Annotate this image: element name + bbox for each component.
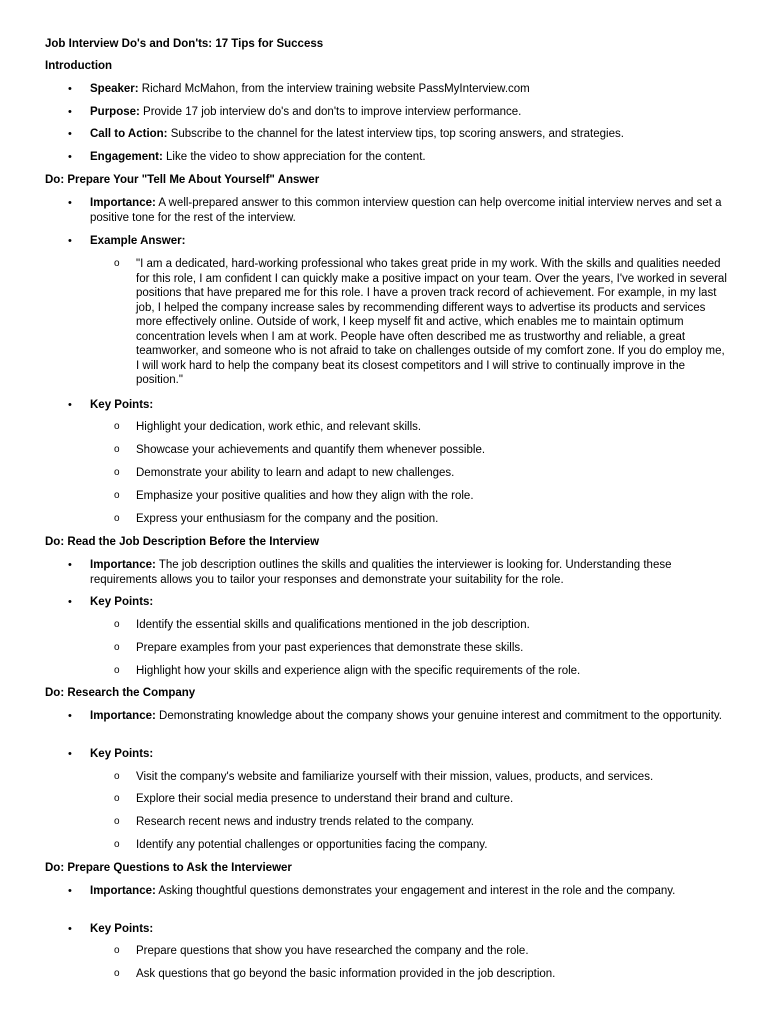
bullet-circle-icon: o	[114, 444, 120, 455]
item-text: A well-prepared answer to this common interview question can help overcome initial interview nerves and set a positive tone for the rest of the interview.	[90, 197, 722, 224]
list-item	[90, 747, 730, 762]
bullet-circle-icon: o	[114, 793, 120, 804]
section-heading: Introduction	[45, 60, 113, 72]
item-text: Asking thoughtful questions demonstrates your engagement and interest in the role and the company.	[155, 885, 676, 897]
bullet-circle-icon: o	[114, 619, 120, 630]
bullet-circle-icon: o	[114, 513, 120, 524]
sub-list-item: Ask questions that go beyond the basic information provided in the job description.	[136, 968, 556, 980]
item-text: The job description outlines the skills and qualities the interviewer is looking for. Understanding these requirements allows you to tailor your responses and demonstrate your suitability for the role.	[90, 559, 672, 586]
bullet-dot-icon: •	[68, 559, 72, 571]
list-item	[90, 558, 730, 587]
sub-list-item: Prepare examples from your past experiences that demonstrate these skills.	[136, 642, 524, 654]
section-heading: Do: Read the Job Description Before the Interview	[45, 536, 320, 548]
sub-list-item: Emphasize your positive qualities and how they align with the role.	[136, 490, 474, 502]
bullet-dot-icon: •	[68, 596, 72, 608]
sub-list-item: Identify any potential challenges or opportunities facing the company.	[136, 839, 488, 851]
bullet-dot-icon: •	[68, 399, 72, 411]
list-item	[90, 82, 730, 97]
bullet-circle-icon: o	[114, 968, 120, 979]
list-item	[90, 234, 730, 249]
item-label: Purpose:	[90, 106, 140, 118]
sub-list-item: Showcase your achievements and quantify them whenever possible.	[136, 444, 486, 456]
item-label: Key Points:	[90, 399, 154, 411]
item-label: Key Points:	[90, 596, 154, 608]
sub-list-item: Prepare questions that show you have researched the company and the role.	[136, 945, 529, 957]
section-heading: Do: Prepare Your "Tell Me About Yourself" Answer	[45, 174, 320, 186]
item-text: Like the video to show appreciation for the content.	[162, 151, 426, 163]
bullet-dot-icon: •	[68, 83, 72, 95]
item-label: Engagement:	[90, 151, 163, 163]
bullet-dot-icon: •	[68, 710, 72, 722]
bullet-dot-icon: •	[68, 106, 72, 118]
sub-list-item: Express your enthusiasm for the company and the position.	[136, 513, 439, 525]
example-answer-text: "I am a dedicated, hard-working professional who takes great pride in my work. With the skills and qualities needed for this role, I am confident I can quickly make a positive impact on your team. Over the years, I've worked in several positions that have prepared me for this role. I have a proven track record of achievement. For example, in my last job, I helped the company increase sales by recommending different ways to advertise its products and services more effectively online. Outside of work, I keep myself fit and active, which enables me to maintain optimum concentration levels when I am at work. People have often described me as trustworthy and reliable, a great teamworker, and someone who is not afraid to take on challenges outside of my comfort zone. If you do employ me, I will work hard to help the company beat its closest competitors and I will strive to continually improve in the position."	[136, 258, 727, 386]
bullet-circle-icon: o	[114, 467, 120, 478]
list-item	[90, 595, 730, 610]
sub-list-item: Identify the essential skills and qualifications mentioned in the job description.	[136, 619, 530, 631]
bullet-circle-icon: o	[114, 816, 120, 827]
list-item	[90, 709, 730, 724]
item-label: Importance:	[90, 885, 156, 897]
sub-list-item: Demonstrate your ability to learn and adapt to new challenges.	[136, 467, 455, 479]
item-label: Example Answer:	[90, 235, 186, 247]
item-text: Demonstrating knowledge about the company shows your genuine interest and commitment to the opportunity.	[155, 710, 722, 722]
sub-list-item: Visit the company's website and familiarize yourself with their mission, values, products, and services.	[136, 771, 654, 783]
item-text: Subscribe to the channel for the latest interview tips, top scoring answers, and strategies.	[167, 128, 624, 140]
bullet-dot-icon: •	[68, 151, 72, 163]
list-item	[90, 196, 730, 225]
bullet-dot-icon: •	[68, 197, 72, 209]
list-item	[90, 884, 730, 899]
bullet-dot-icon: •	[68, 128, 72, 140]
bullet-dot-icon: •	[68, 748, 72, 760]
item-text: Provide 17 job interview do's and don'ts to improve interview performance.	[139, 106, 522, 118]
item-label: Importance:	[90, 197, 156, 209]
bullet-dot-icon: •	[68, 885, 72, 897]
bullet-dot-icon: •	[68, 923, 72, 935]
list-item	[90, 398, 730, 413]
bullet-circle-icon: o	[114, 258, 120, 269]
item-label: Key Points:	[90, 748, 154, 760]
list-item	[90, 922, 730, 937]
bullet-circle-icon: o	[114, 945, 120, 956]
bullet-circle-icon: o	[114, 839, 120, 850]
bullet-circle-icon: o	[114, 642, 120, 653]
bullet-circle-icon: o	[114, 771, 120, 782]
item-label: Importance:	[90, 710, 156, 722]
list-item	[90, 150, 730, 165]
item-label: Call to Action:	[90, 128, 168, 140]
bullet-circle-icon: o	[114, 665, 120, 676]
bullet-dot-icon: •	[68, 235, 72, 247]
sub-list-item: Highlight your dedication, work ethic, and relevant skills.	[136, 421, 422, 433]
bullet-circle-icon: o	[114, 421, 120, 432]
section-heading: Do: Research the Company	[45, 687, 196, 699]
item-text: Richard McMahon, from the interview training website PassMyInterview.com	[138, 83, 530, 95]
sub-list-item: Explore their social media presence to understand their brand and culture.	[136, 793, 514, 805]
section-heading: Do: Prepare Questions to Ask the Interviewer	[45, 862, 292, 874]
bullet-circle-icon: o	[114, 490, 120, 501]
item-label: Importance:	[90, 559, 156, 571]
list-item	[90, 105, 730, 120]
document-title: Job Interview Do's and Don'ts: 17 Tips for Success	[45, 38, 324, 50]
sub-list-item: Highlight how your skills and experience align with the specific requirements of the role.	[136, 665, 581, 677]
item-label: Key Points:	[90, 923, 154, 935]
sub-list-item: Research recent news and industry trends related to the company.	[136, 816, 474, 828]
list-item	[90, 127, 730, 142]
item-label: Speaker:	[90, 83, 139, 95]
